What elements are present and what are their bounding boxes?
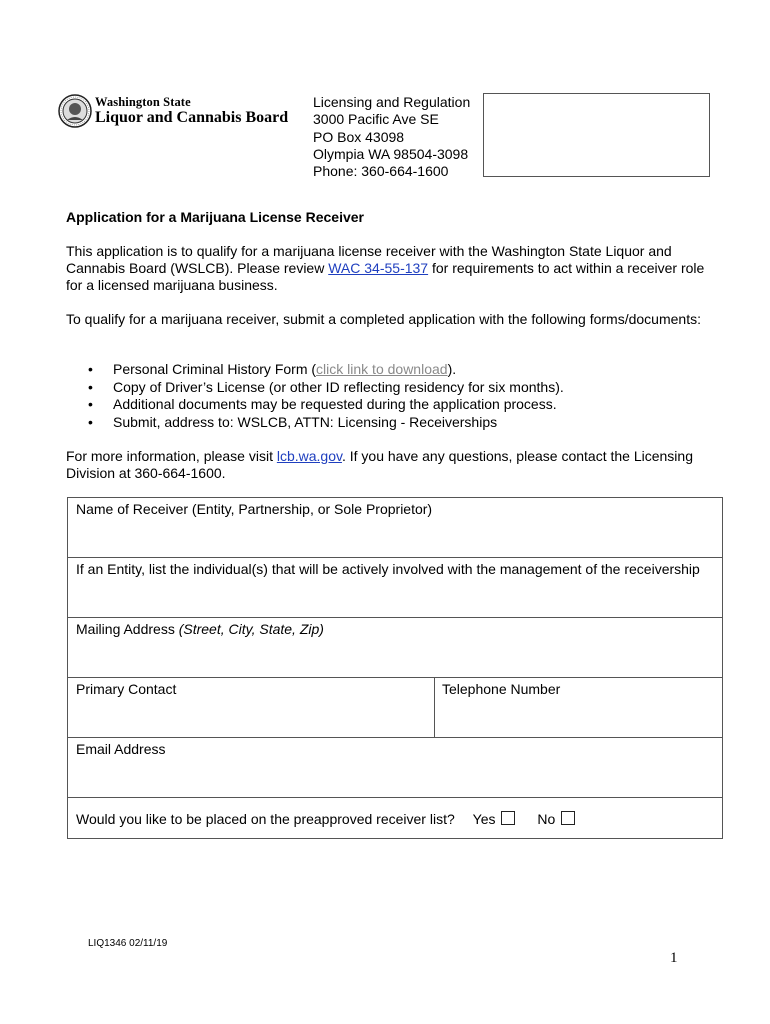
list-item-text: Personal Criminal History Form ( bbox=[113, 361, 317, 377]
intro-paragraph bbox=[66, 243, 706, 293]
criminal-history-download-link[interactable]: click link to download bbox=[316, 361, 448, 377]
address-line: 3000 Pacific Ave SE bbox=[313, 111, 439, 128]
page-title: Application for a Marijuana License Receiver bbox=[66, 209, 364, 225]
yes-label: Yes bbox=[472, 811, 496, 827]
more-info-text: For more information, please visit bbox=[66, 448, 277, 464]
contact-row bbox=[68, 678, 722, 738]
receiver-name-field[interactable] bbox=[68, 498, 722, 558]
page-number: 1 bbox=[670, 950, 678, 966]
more-info-paragraph bbox=[66, 448, 706, 482]
application-form bbox=[67, 497, 723, 839]
preapproved-question-text: Would you like to be placed on the preapproved receiver list? bbox=[76, 811, 455, 827]
intro-text: This application is to qualify for a marijuana license receiver with the Washington State Liquor and Cannabis Board (WSLCB). Please review bbox=[66, 243, 672, 276]
telephone-label: Telephone Number bbox=[442, 681, 561, 697]
mailing-label-text: Mailing Address bbox=[76, 621, 179, 637]
receiver-name-label: Name of Receiver (Entity, Partnership, or Sole Proprietor) bbox=[76, 501, 433, 517]
list-item-text-end: ). bbox=[447, 361, 457, 377]
org-name-line2: Liquor and Cannabis Board bbox=[95, 109, 289, 126]
entity-individuals-label: If an Entity, list the individual(s) that will be actively involved with the management of the receivership bbox=[76, 561, 700, 577]
qualify-paragraph: To qualify for a marijuana receiver, submit a completed application with the following forms/documents: bbox=[66, 311, 701, 327]
entity-individuals-field[interactable] bbox=[68, 558, 722, 618]
address-line: Phone: 360-664-1600 bbox=[313, 163, 449, 180]
state-seal-icon bbox=[58, 94, 92, 128]
list-item: • Submit, address to: WSLCB, ATTN: Licensing - Receiverships bbox=[66, 414, 564, 432]
form-code: LIQ1346 02/11/19 bbox=[88, 938, 168, 949]
wac-link[interactable]: WAC 34-55-137 bbox=[328, 259, 429, 276]
mailing-address-field[interactable] bbox=[68, 618, 722, 678]
list-item: • Copy of Driver’s License (or other ID reflecting residency for six months). bbox=[66, 379, 564, 397]
address-line: PO Box 43098 bbox=[313, 128, 405, 145]
primary-contact-label: Primary Contact bbox=[76, 681, 177, 697]
agency-address bbox=[313, 94, 470, 180]
list-item bbox=[66, 361, 564, 379]
address-line: Licensing and Regulation bbox=[313, 94, 471, 110]
more-info-text-end: . If you have any questions, please contact the Licensing Division at 360-664-1600. bbox=[66, 448, 693, 481]
no-checkbox[interactable] bbox=[561, 811, 575, 825]
email-field[interactable] bbox=[68, 738, 722, 798]
preapproved-question bbox=[76, 811, 575, 827]
address-line: Olympia WA 98504-3098 bbox=[313, 145, 469, 162]
lcb-website-link[interactable]: lcb.wa.gov bbox=[276, 448, 342, 464]
yes-checkbox[interactable] bbox=[501, 811, 515, 825]
office-use-box bbox=[483, 93, 710, 177]
list-item: • Additional documents may be requested during the application process. bbox=[66, 396, 564, 414]
intro-text-end: for requirements to act within a receiver role for a licensed marijuana business. bbox=[66, 259, 705, 293]
no-label: No bbox=[537, 811, 556, 827]
org-name-line1: Washington State bbox=[95, 95, 191, 109]
wslcb-logo bbox=[58, 94, 289, 130]
mailing-hint: (Street, City, State, Zip) bbox=[178, 621, 324, 637]
email-label: Email Address bbox=[76, 741, 166, 757]
column-divider bbox=[434, 678, 435, 737]
mailing-address-label bbox=[76, 621, 324, 637]
requirements-list bbox=[66, 361, 564, 431]
preapproved-row bbox=[68, 798, 722, 838]
